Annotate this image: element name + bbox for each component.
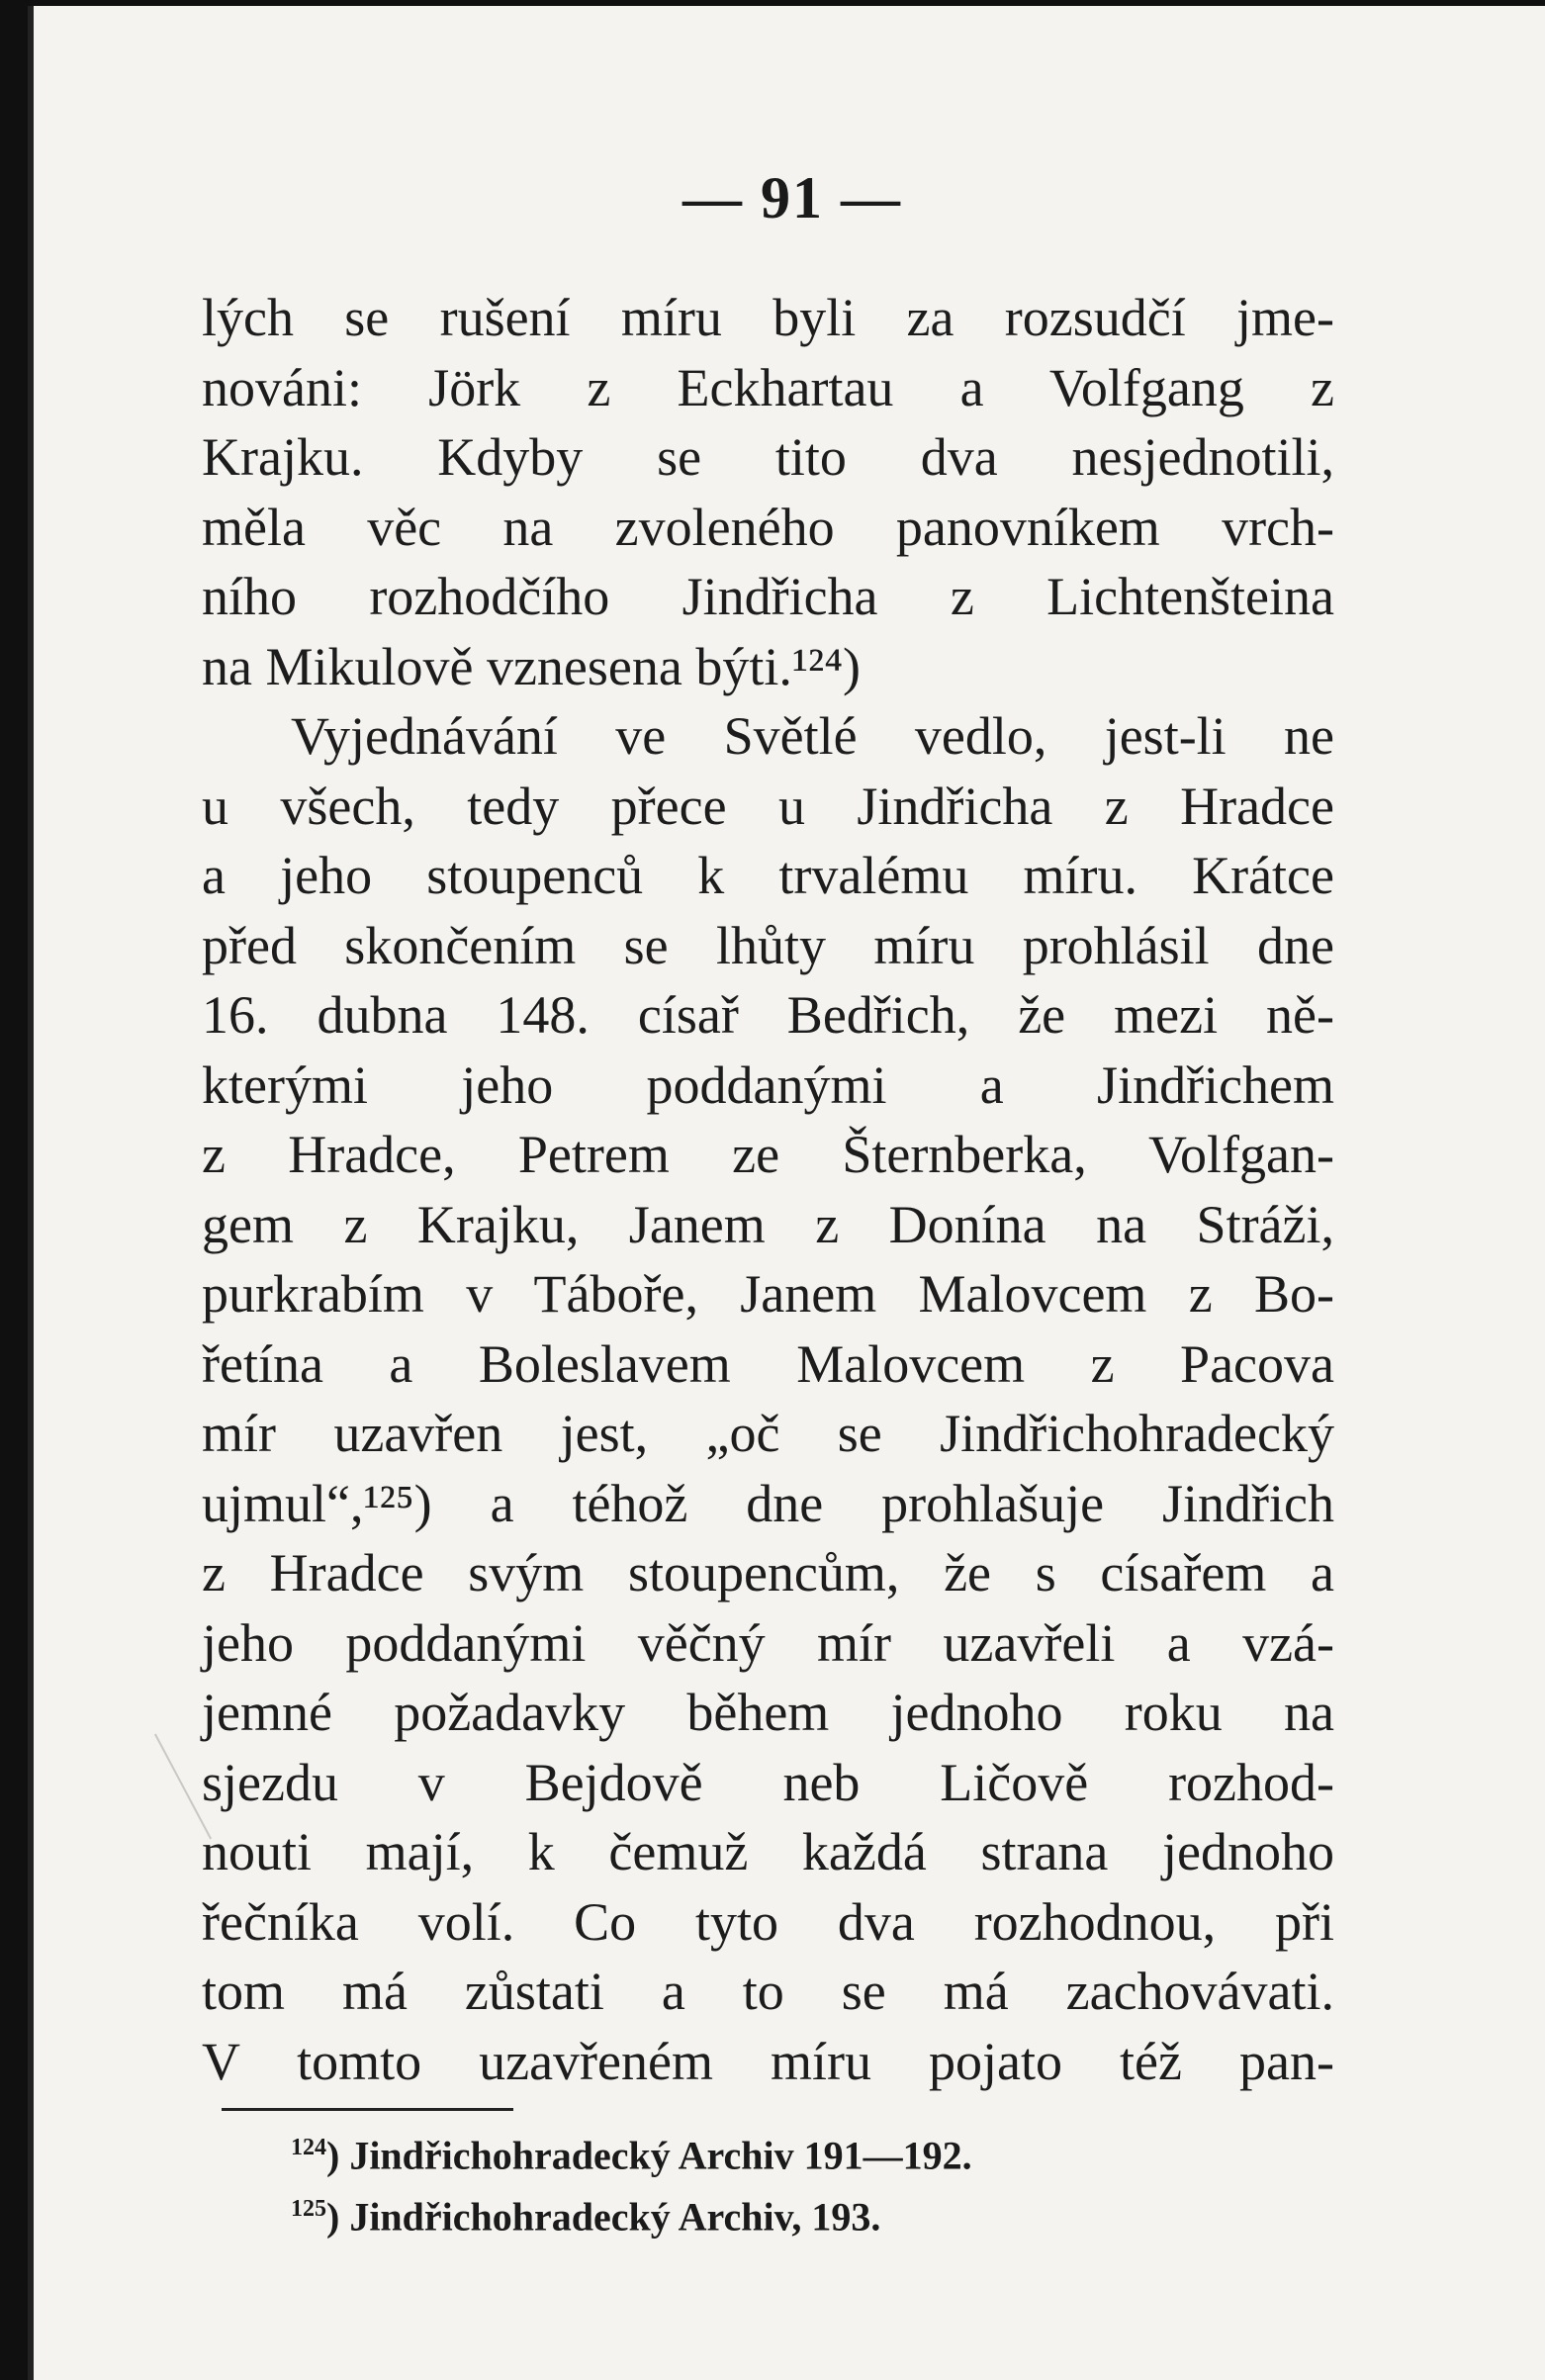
- footnote-mark: 125: [291, 2196, 326, 2223]
- footnote-mark: 124: [291, 2135, 326, 2160]
- text-line: a jeho stoupenců k trvalému míru. Krátce: [202, 846, 1334, 905]
- text-line: měla věc na zvoleného panovníkem vrch-: [202, 497, 1334, 557]
- footnote-text: ) Jindřichohradecký Archiv 191—192.: [326, 2133, 972, 2178]
- text-line: před skončením se lhůty míru prohlásil dne: [202, 915, 1334, 975]
- text-line: V tomto uzavřeném míru pojato též pan-: [202, 2031, 1334, 2091]
- text-line: kterými jeho poddanými a Jindřichem: [202, 1054, 1334, 1115]
- text-line: jemné požadavky během jednoho roku na: [202, 1683, 1334, 1742]
- footnote-124: [291, 2121, 1280, 2182]
- text-line: purkrabím v Táboře, Janem Malovcem z Bo-: [202, 1264, 1334, 1324]
- text-line: z Hradce, Petrem ze Šternberka, Volfgan-: [202, 1125, 1334, 1184]
- text-line: mír uzavřen jest, „oč se Jindřichohradecký: [202, 1404, 1334, 1463]
- footnote-rule: [222, 2108, 513, 2111]
- text-line: nouti mají, k čemuž každá strana jednoho: [202, 1822, 1334, 1881]
- page-number: — 91 —: [682, 165, 902, 230]
- text-line: ního rozhodčího Jindřicha z Lichtenšteina: [202, 567, 1334, 626]
- text-line: řečníka volí. Co tyto dva rozhodnou, při: [202, 1891, 1334, 1952]
- text-line: na Mikulově vznesena býti.¹²⁴): [202, 636, 862, 696]
- text-line: jeho poddanými věčný mír uzavřeli a vzá-: [202, 1612, 1334, 1673]
- text-line: u všech, tedy přece u Jindřicha z Hradce: [202, 776, 1334, 836]
- text-line: nováni: Jörk z Eckhartau a Volfgang z: [202, 357, 1334, 417]
- text-line: tom má zůstati a to se má zachovávati.: [202, 1962, 1334, 2021]
- text-line: sjezdu v Bejdově neb Ličově rozhod-: [202, 1752, 1334, 1812]
- body-text: [202, 283, 1334, 2096]
- footnote-text: ) Jindřichohradecký Archiv, 193.: [326, 2194, 881, 2240]
- book-page: [28, 6, 1545, 2380]
- text-line: řetína a Boleslavem Malovcem z Pacova: [202, 1333, 1334, 1394]
- footnotes: [291, 2121, 1280, 2244]
- text-line: z Hradce svým stoupencům, že s císařem a: [202, 1543, 1334, 1602]
- text-line: 16. dubna 148. císař Bedřich, že mezi ně-: [202, 985, 1334, 1045]
- text-line: Vyjednávání ve Světlé vedlo, jest-li ne: [291, 706, 1334, 766]
- text-line: ujmul“,¹²⁵) a téhož dne prohlašuje Jindřich: [202, 1473, 1334, 1533]
- footnote-125: [291, 2182, 1280, 2243]
- text-line: Krajku. Kdyby se tito dva nesjednotili,: [202, 427, 1334, 487]
- text-line: lých se rušení míru byli za rozsudčí jme-: [202, 288, 1334, 347]
- text-line: gem z Krajku, Janem z Donína na Stráži,: [202, 1194, 1334, 1254]
